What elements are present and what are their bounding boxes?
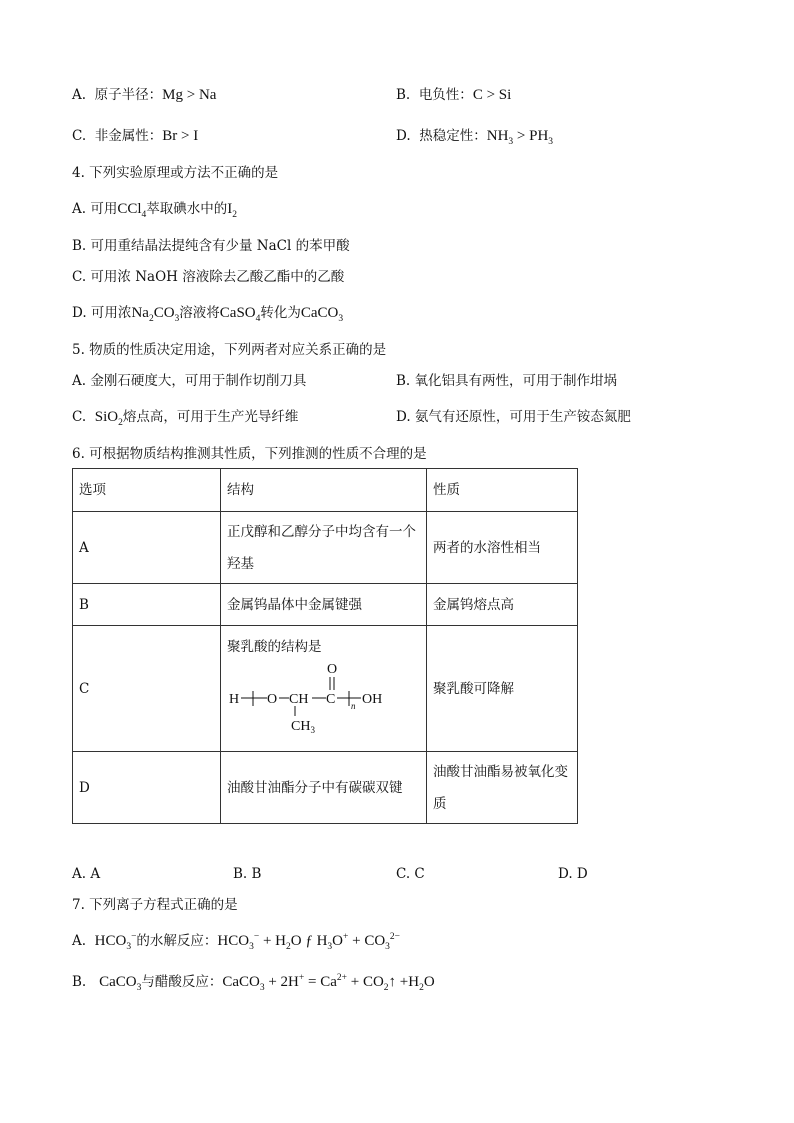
q5-option-d: D. 氨气有还原性，可用于生产铵态氮肥 xyxy=(396,409,631,425)
table-row xyxy=(73,512,578,584)
row-option: D xyxy=(73,752,221,824)
q5-option-a: A. 金刚石硬度大，可用于制作切削刀具 xyxy=(72,373,307,389)
polylactic-acid-structure xyxy=(227,656,397,734)
q7-option-b: B. CaCO$_3$与醋酸反应：CaCO$_3$ + $2H^+ = Ca^{2+}$ + $CO_2↑ +H_2O$ xyxy=(72,973,435,993)
q6-stem: 6. 可根据物质结构推测其性质，下列推测的性质不合理的是 xyxy=(72,446,427,462)
q4-option-a: A. 可用CCl$_4$萃取碘水中的$I_2$ xyxy=(72,201,238,220)
row-option: C xyxy=(73,626,221,752)
q5-stem: 5. 物质的性质决定用途，下列两者对应关系正确的是 xyxy=(72,342,387,358)
q6-answer-d: D. D xyxy=(558,866,588,882)
q7-stem: 7. 下列离子方程式正确的是 xyxy=(72,897,238,913)
formula-n: n xyxy=(351,701,356,711)
header-property: 性质 xyxy=(427,469,578,512)
table-header-row xyxy=(73,469,578,512)
row-property: 金属钨熔点高 xyxy=(427,584,578,626)
row-structure xyxy=(221,626,427,752)
row-structure: 油酸甘油酯分子中有碳碳双键 xyxy=(221,752,427,824)
row-structure: 金属钨晶体中金属键强 xyxy=(221,584,427,626)
q5-option-b: B. 氧化铝具有两性，可用于制作坩埚 xyxy=(396,373,618,389)
q4-option-b: B. 可用重结晶法提纯含有少量 NaCl 的苯甲酸 xyxy=(72,238,350,254)
row-structure: 正戊醇和乙醇分子中均含有一个羟基 xyxy=(221,512,427,584)
formula-c: C xyxy=(326,692,336,707)
formula-carbonyl-o: O xyxy=(327,662,338,677)
row-property: 油酸甘油酯易被氧化变质 xyxy=(427,752,578,824)
header-structure: 结构 xyxy=(221,469,427,512)
formula-o: O xyxy=(267,692,278,707)
q6-answer-a: A. A xyxy=(72,866,101,882)
formula-oh: OH xyxy=(362,692,383,707)
row-property: 聚乳酸可降解 xyxy=(427,626,578,752)
row-option: A xyxy=(73,512,221,584)
row-property: 两者的水溶性相当 xyxy=(427,512,578,584)
q6-answer-b: B. B xyxy=(233,866,262,882)
q6-table xyxy=(72,468,578,824)
formula-h: H xyxy=(229,692,240,707)
q3-option-a: A. 原子半径：Mg > Na xyxy=(72,87,217,103)
row-option: B xyxy=(73,584,221,626)
table-row xyxy=(73,752,578,824)
q7-option-a: A. $HCO_3^-$的水解反应：$HCO_3^- + H_2O$ ƒ $H_3O^+ + CO_3^{2-}$ xyxy=(72,932,401,952)
q4-option-d: D. 可用浓$Na_2CO_3$溶液将CaSO$_4$转化为CaCO$_3$ xyxy=(72,305,344,324)
q5-option-c: C. SiO$_2$熔点高，可用于生产光导纤维 xyxy=(72,409,299,428)
q3-option-b: B. 电负性：C > Si xyxy=(396,87,512,103)
structure-caption: 聚乳酸的结构是 xyxy=(227,639,322,655)
q4-stem: 4. 下列实验原理或方法不正确的是 xyxy=(72,165,279,181)
formula-ch3: $CH_3$ xyxy=(291,719,315,734)
table-row xyxy=(73,626,578,752)
table-row xyxy=(73,584,578,626)
formula-ch: CH xyxy=(289,692,309,707)
q6-answer-c: C. C xyxy=(396,866,425,882)
header-option: 选项 xyxy=(73,469,221,512)
q3-option-c: C. 非金属性：Br > I xyxy=(72,128,199,144)
q4-option-c: C. 可用浓 NaOH 溶液除去乙酸乙酯中的乙酸 xyxy=(72,269,345,285)
q3-option-d: D. 热稳定性：$NH_3 > PH_3$ xyxy=(396,128,554,147)
